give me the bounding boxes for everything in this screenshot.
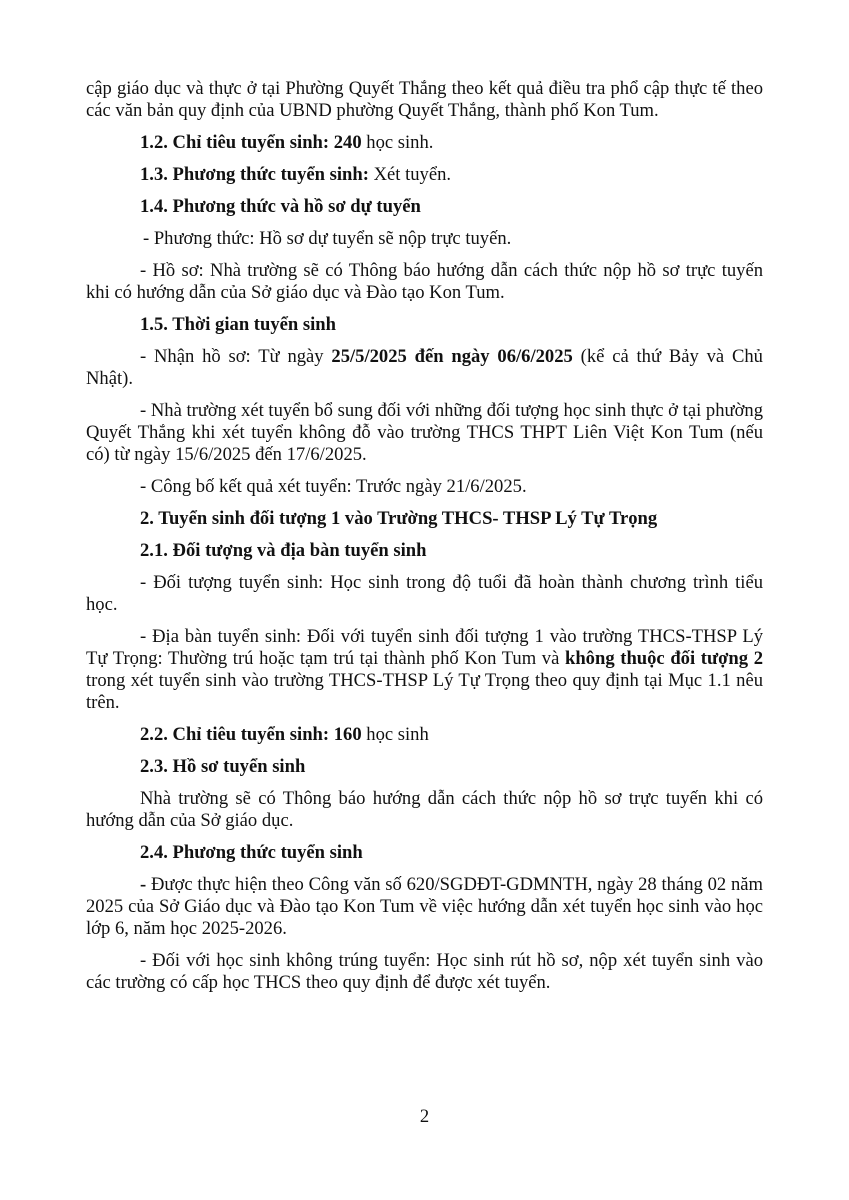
- text: - Địa bàn tuyển sinh: Đối với tuyển sinh đối tượng 1 vào trường THCS-THSP Lý Tự Trọng: Thường trú hoặc tạm trú tại thành phố Kon Tum và: [86, 626, 763, 669]
- paragraph-2-1-area: [86, 626, 763, 714]
- heading-1-5: 1.5. Thời gian tuyển sinh: [140, 314, 336, 335]
- heading-1-4: 1.4. Phương thức và hồ sơ dự tuyển: [140, 196, 421, 217]
- paragraph-continuation: cập giáo dục và thực ở tại Phường Quyết Thắng theo kết quả điều tra phổ cập thực tế theo các văn bản quy định của UBND phường Quyết Thắng, thành phố Kon Tum.: [86, 78, 763, 121]
- quota-value: 240: [333, 132, 362, 153]
- text: trong xét tuyển sinh vào trường THCS-THSP Lý Tự Trọng theo quy định tại Mục 1.1 nêu trên.: [86, 670, 763, 713]
- document-page: [86, 78, 763, 1004]
- text: Được thực hiện theo Công văn số 620/SGDĐT-GDMNTH, ngày 28 tháng 02 năm 2025 của Sở Giáo dục và Đào tạo Kon Tum về việc hướng dẫn xét tuyển học sinh vào học lớp 6, năm học 2025-2026.: [86, 874, 763, 939]
- heading-2-4: 2.4. Phương thức tuyển sinh: [140, 842, 363, 863]
- page-number: 2: [419, 1106, 430, 1127]
- date-range: 25/5/2025 đến ngày 06/6/2025: [331, 346, 573, 367]
- heading-2: 2. Tuyển sinh đối tượng 1 vào Trường THCS- THSP Lý Tự Trọng: [140, 508, 658, 529]
- heading-1-3: [86, 164, 763, 186]
- paragraph-1-4-dossier: - Hồ sơ: Nhà trường sẽ có Thông báo hướng dẫn cách thức nộp hồ sơ trực tuyến khi có hướng dẫn của Sở giáo dục và Đào tạo Kon Tum.: [86, 260, 763, 303]
- paragraph-2-3: Nhà trường sẽ có Thông báo hướng dẫn cách thức nộp hồ sơ trực tuyến khi có hướng dẫn của Sở giáo dục.: [86, 788, 763, 831]
- text: (kể cả thứ Bảy và Chủ Nhật).: [86, 346, 763, 389]
- quota-value: 160: [333, 724, 362, 745]
- paragraph-2-4-not-admitted: - Đối với học sinh không trúng tuyển: Học sinh rút hồ sơ, nộp xét tuyển sinh vào các trường có cấp học THCS theo quy định để được xét tuyển.: [86, 950, 763, 993]
- emphasis: không thuộc đối tượng 2: [565, 648, 763, 669]
- paragraph-1-5-announce: - Công bố kết quả xét tuyển: Trước ngày 21/6/2025.: [140, 476, 527, 497]
- paragraph-1-4-method: - Phương thức: Hồ sơ dự tuyển sẽ nộp trực tuyến.: [143, 228, 512, 249]
- quota-suffix: học sinh.: [361, 132, 434, 153]
- method-value: Xét tuyển.: [368, 164, 452, 185]
- heading-2-3: 2.3. Hồ sơ tuyển sinh: [140, 756, 306, 777]
- heading-1-2: [86, 132, 763, 154]
- paragraph-2-4-official-letter: [86, 874, 763, 940]
- paragraph-2-1-target: - Đối tượng tuyển sinh: Học sinh trong độ tuổi đã hoàn thành chương trình tiểu học.: [86, 572, 763, 615]
- heading-2-2-label: 2.2. Chỉ tiêu tuyển sinh:: [140, 724, 330, 745]
- heading-2-2: [86, 724, 763, 746]
- heading-2-1: 2.1. Đối tượng và địa bàn tuyển sinh: [140, 540, 427, 561]
- dash: -: [140, 874, 147, 895]
- paragraph-1-5-receive: [86, 346, 763, 390]
- text: - Nhận hồ sơ: Từ ngày: [140, 346, 332, 367]
- heading-1-2-label: 1.2. Chỉ tiêu tuyển sinh:: [140, 132, 330, 153]
- quota-suffix: học sinh: [361, 724, 429, 745]
- heading-1-3-label: 1.3. Phương thức tuyển sinh:: [140, 164, 369, 185]
- paragraph-1-5-supplement: - Nhà trường xét tuyển bổ sung đối với những đối tượng học sinh thực ở tại phường Quyết Thắng khi xét tuyển không đỗ vào trường THCS THPT Liên Việt Kon Tum (nếu có) từ ngày 15/6/2025 đến 17/6/2025.: [86, 400, 763, 465]
